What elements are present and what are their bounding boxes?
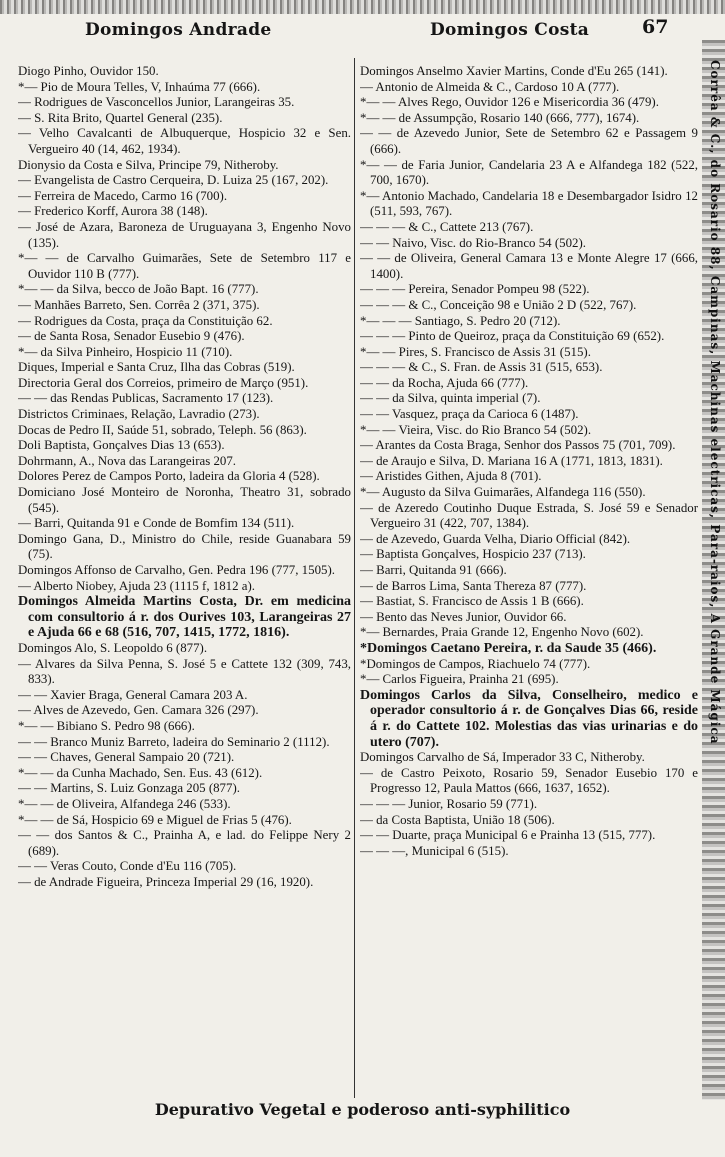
directory-entry: — — da Silva, quinta imperial (7). — [360, 391, 541, 406]
directory-entry: — — Naivo, Visc. do Rio-Branco 54 (502). — [360, 235, 586, 250]
running-header-left: Domingos Andrade — [85, 20, 272, 40]
directory-entry: — de Araujo e Silva, D. Mariana 16 A (1771, 1813, 1831). — [360, 453, 663, 468]
directory-entry: — Velho Cavalcanti de Albuquerque, Hospicio 32 e Sen. Vergueiro 40 (14, 462, 1934). — [18, 126, 351, 156]
directory-entry: — — — & C., Conceição 98 e União 2 D (522, 767). — [360, 297, 637, 312]
directory-entry: — S. Rita Brito, Quartel General (235). — [18, 110, 223, 125]
directory-entry: *— — da Silva, becco de João Bapt. 16 (777). — [18, 282, 259, 297]
directory-entry: — de Barros Lima, Santa Thereza 87 (777). — [360, 578, 587, 593]
directory-entry: — Baptista Gonçalves, Hospicio 237 (713). — [360, 547, 586, 562]
directory-entry: — — — Pinto de Queiroz, praça da Constituição 69 (652). — [360, 329, 665, 344]
column-divider — [354, 58, 355, 1098]
directory-entry: *— — de Assumpção, Rosario 140 (666, 777), 1674). — [360, 110, 640, 125]
directory-entry: *— — da Cunha Machado, Sen. Eus. 43 (612). — [18, 765, 263, 780]
directory-entry: — Alves de Azevedo, Gen. Camara 326 (297). — [18, 703, 259, 718]
directory-entry: *— — — Santiago, S. Pedro 20 (712). — [360, 313, 561, 328]
directory-entry: *— — de Sá, Hospicio 69 e Miguel de Frias 5 (476). — [18, 812, 292, 827]
footer-advertisement: Depurativo Vegetal e poderoso anti-syphilitico — [154, 1100, 571, 1119]
directory-entry: — — da Rocha, Ajuda 66 (777). — [360, 375, 529, 390]
directory-entry: *— Augusto da Silva Guimarães, Alfandega 116 (550). — [360, 485, 646, 500]
directory-entry: Domingo Gana, D., Ministro do Chile, reside Guanabara 59 (75). — [18, 531, 351, 562]
directory-entry: — — Branco Muniz Barreto, ladeira do Seminario 2 (1112). — [18, 734, 330, 749]
directory-column-left — [18, 64, 351, 1094]
directory-entry: *— Antonio Machado, Candelaria 18 e Desembargador Isidro 12 (511, 593, 767). — [360, 188, 698, 219]
directory-entry: — Barri, Quitanda 91 e Conde de Bomfim 134 (511). — [18, 516, 295, 531]
directory-entry: — Arantes da Costa Braga, Senhor dos Passos 75 (701, 709). — [360, 438, 676, 453]
directory-entry: *— — de Faria Junior, Candelaria 23 A e Alfandega 182 (522, 700, 1670). — [360, 157, 698, 188]
directory-entry: Diogo Pinho, Ouvidor 150. — [18, 64, 159, 78]
directory-entry: Domingos Almeida Martins Costa, Dr. em medicina com consultorio á r. dos Ourives 103, Larangeiras 27 e Ajuda 66 e 68 (516, 707, 1415, 1772, 1816). — [18, 594, 351, 641]
page-number: 67 — [642, 16, 669, 38]
directory-entry: *— Carlos Figueira, Prainha 21 (695). — [360, 672, 559, 687]
directory-entry: — Rodrigues da Costa, praça da Constituição 62. — [18, 313, 273, 328]
directory-entry: — Barri, Quitanda 91 (666). — [360, 563, 507, 577]
directory-entry: — da Costa Baptista, União 18 (506). — [360, 812, 555, 827]
directory-entry: — — — Junior, Rosario 59 (771). — [360, 796, 538, 811]
directory-entry: — — dos Santos & C., Prainha A, e lad. do Felippe Nery 2 (689). — [18, 828, 351, 858]
directory-entry: Domingos Carlos da Silva, Conselheiro, medico e operador consultorio á r. de Gonçalves Dias 66, reside á r. do Cattete 102. Molestias das vias urinarias e do utero (707). — [360, 687, 698, 750]
running-header-right: Domingos Costa — [430, 20, 590, 40]
directory-entry: Domingos Anselmo Xavier Martins, Conde d'Eu 265 (141). — [360, 64, 668, 78]
directory-entry: Dohrmann, A., Nova das Larangeiras 207. — [18, 453, 237, 468]
directory-column-right — [360, 64, 698, 1094]
directory-entry: — — Xavier Braga, General Camara 203 A. — [18, 687, 248, 702]
directory-entry: *— — Vieira, Visc. do Rio Branco 54 (502). — [360, 422, 592, 437]
directory-entry: Directoria Geral dos Correios, primeiro de Março (951). — [18, 375, 309, 390]
directory-entry: Domiciano José Monteiro de Noronha, Theatro 31, sobrado (545). — [18, 485, 351, 515]
directory-entry: Dolores Perez de Campos Porto, ladeira da Gloria 4 (528). — [18, 469, 320, 484]
directory-entry: — de Azevedo, Guarda Velha, Diario Official (842). — [360, 531, 631, 546]
directory-entry: *Domingos Caetano Pereira, r. da Saude 35 (466). — [360, 640, 657, 656]
directory-entry: Domingos Carvalho de Sá, Imperador 33 C, Nitheroby. — [360, 750, 645, 765]
directory-entry: — Rodrigues de Vasconcellos Junior, Larangeiras 35. — [18, 95, 295, 110]
directory-entry: — — Duarte, praça Municipal 6 e Prainha 13 (515, 777). — [360, 828, 656, 843]
directory-entry: *— — de Oliveira, Alfandega 246 (533). — [18, 796, 231, 811]
directory-entry: *— — Pires, S. Francisco de Assis 31 (515). — [360, 344, 591, 359]
directory-entry: — Bastiat, S. Francisco de Assis 1 B (666). — [360, 594, 584, 609]
directory-entry: — — — & C., Cattete 213 (767). — [360, 219, 534, 234]
directory-entry: — de Castro Peixoto, Rosario 59, Senador Eusebio 170 e Progresso 12, Paula Mattos (666, 1637, 1652). — [360, 765, 698, 796]
directory-entry: — Ferreira de Macedo, Carmo 16 (700). — [18, 188, 228, 203]
page-top-stain — [0, 0, 725, 14]
directory-entry: — Bento das Neves Junior, Ouvidor 66. — [360, 609, 567, 624]
directory-entry: Doli Baptista, Gonçalves Dias 13 (653). — [18, 438, 225, 453]
directory-entry: — Alvares da Silva Penna, S. José 5 e Cattete 132 (309, 743, 833). — [18, 656, 351, 687]
directory-entry: Dionysio da Costa e Silva, Principe 79, Nitheroby. — [18, 157, 279, 172]
directory-entry: — — Martins, S. Luiz Gonzaga 205 (877). — [18, 781, 240, 796]
directory-entry: Domingos Alo, S. Leopoldo 6 (877). — [18, 640, 208, 655]
directory-entry: — Evangelista de Castro Cerqueira, D. Luiza 25 (167, 202). — [18, 173, 329, 188]
directory-entry: — Alberto Niobey, Ajuda 23 (1115 f, 1812 a). — [18, 578, 256, 593]
directory-entry: *— — de Carvalho Guimarães, Sete de Setembro 117 e Ouvidor 110 B (777). — [18, 251, 351, 281]
directory-entry: — — Vasquez, praça da Carioca 6 (1487). — [360, 407, 579, 422]
directory-entry: — Antonio de Almeida & C., Cardoso 10 A (777). — [360, 79, 620, 94]
directory-entry: Docas de Pedro II, Saúde 51, sobrado, Teleph. 56 (863). — [18, 422, 307, 437]
directory-entry: — — — Pereira, Senador Pompeu 98 (522). — [360, 282, 590, 297]
directory-entry: *Domingos de Campos, Riachuelo 74 (777). — [360, 656, 591, 671]
directory-entry: *— — Alves Rego, Ouvidor 126 e Misericordia 36 (479). — [360, 95, 659, 110]
directory-entry: — José de Azara, Baroneza de Uruguayana 3, Engenho Novo (135). — [18, 219, 351, 250]
edge-advertisement-text: Corrêa & C., do Rosario 88, Campinas, Machinas electricas, Para-raios, A Grande Mágica — [708, 60, 722, 745]
directory-entry: — — Chaves, General Sampaio 20 (721). — [18, 750, 235, 765]
directory-entry: — — — & C., S. Fran. de Assis 31 (515, 653). — [360, 360, 603, 375]
directory-entry: *— — Bibiano S. Pedro 98 (666). — [18, 718, 195, 733]
directory-entry: — — Veras Couto, Conde d'Eu 116 (705). — [18, 859, 237, 874]
directory-entry: *— Bernardes, Praia Grande 12, Engenho Novo (602). — [360, 625, 644, 640]
directory-entry: — — de Oliveira, General Camara 13 e Monte Alegre 17 (666, 1400). — [360, 251, 698, 281]
directory-entry: Diques, Imperial e Santa Cruz, Ilha das Cobras (519). — [18, 360, 295, 375]
directory-entry: — de Santa Rosa, Senador Eusebio 9 (476). — [18, 329, 245, 344]
directory-entry: Districtos Criminaes, Relação, Lavradio (273). — [18, 407, 260, 422]
directory-entry: Domingos Affonso de Carvalho, Gen. Pedra 196 (777, 1505). — [18, 563, 335, 577]
directory-entry: — Frederico Korff, Aurora 38 (148). — [18, 204, 208, 219]
directory-entry: *— Pio de Moura Telles, V, Inhaúma 77 (666). — [18, 79, 261, 94]
directory-entry: — de Andrade Figueira, Princeza Imperial 29 (16, 1920). — [18, 874, 314, 889]
directory-entry: — Aristides Githen, Ajuda 8 (701). — [360, 469, 542, 484]
directory-entry: — Manhães Barreto, Sen. Corrêa 2 (371, 375). — [18, 297, 260, 312]
directory-entry: — — das Rendas Publicas, Sacramento 17 (123). — [18, 391, 274, 406]
directory-entry: — — —, Municipal 6 (515). — [360, 843, 509, 858]
directory-entry: — — de Azevedo Junior, Sete de Setembro 62 e Passagem 9 (666). — [360, 126, 698, 156]
directory-entry: *— da Silva Pinheiro, Hospicio 11 (710). — [18, 344, 233, 359]
directory-entry: — de Azeredo Coutinho Duque Estrada, S. José 59 e Senador Vergueiro 31 (422, 707, 1384). — [360, 500, 698, 531]
